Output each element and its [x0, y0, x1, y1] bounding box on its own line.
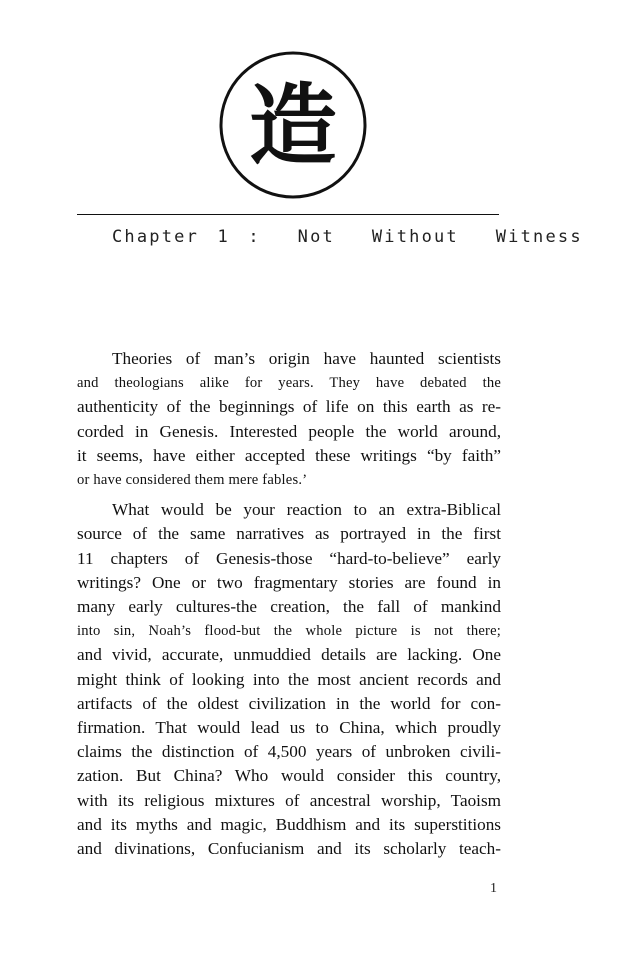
text-line: 11 chapters of Genesis-those “hard-to-believe” early: [77, 548, 501, 568]
chinese-character-zao-seal-icon: [218, 50, 368, 200]
text-line: corded in Genesis. Interested people the world around,: [77, 421, 501, 441]
text-line: into sin, Noah’s flood-but the whole picture is not there;: [77, 623, 501, 640]
text-line: claims the distinction of 4,500 years of unbroken civili-: [77, 742, 501, 762]
chapter-body-text: [77, 347, 501, 861]
text-line: and vivid, accurate, unmuddied details are lacking. One: [77, 645, 501, 665]
text-line: and its myths and magic, Buddhism and its superstitions: [77, 814, 501, 834]
text-line: it seems, have either accepted these writings “by faith”: [77, 445, 501, 465]
chapter-divider-rule: [77, 214, 499, 215]
text-line: artifacts of the oldest civilization in the world for con-: [77, 693, 501, 713]
text-line: What would be your reaction to an extra-Biblical: [112, 500, 501, 520]
text-line: or have considered them mere fables.’: [77, 472, 308, 489]
text-line: might think of looking into the most ancient records and: [77, 669, 501, 689]
text-line: authenticity of the beginnings of life on this earth as re-: [77, 397, 501, 417]
text-line: and theologians alike for years. They have debated the: [77, 375, 501, 392]
text-line: with its religious mixtures of ancestral worship, Taoism: [77, 790, 501, 810]
text-line: many early cultures-the creation, the fall of mankind: [77, 597, 501, 617]
text-line: Theories of man’s origin have haunted scientists: [112, 349, 501, 368]
emblem-character: 造: [248, 74, 338, 177]
body-paragraph: [77, 498, 501, 861]
text-line: source of the same narratives as portrayed in the first: [77, 524, 501, 544]
body-paragraph: [77, 347, 501, 492]
text-line: writings? One or two fragmentary stories are found in: [77, 572, 501, 592]
chapter-emblem: [218, 50, 368, 200]
text-line: firmation. That would lead us to China, which proudly: [77, 718, 501, 738]
page-number: 1: [490, 881, 497, 896]
text-line: and divinations, Confucianism and its scholarly teach-: [77, 839, 501, 859]
text-line: zation. But China? Who would consider this country,: [77, 766, 501, 786]
chapter-title: Chapter 1 : Not Without Witness: [112, 227, 583, 247]
